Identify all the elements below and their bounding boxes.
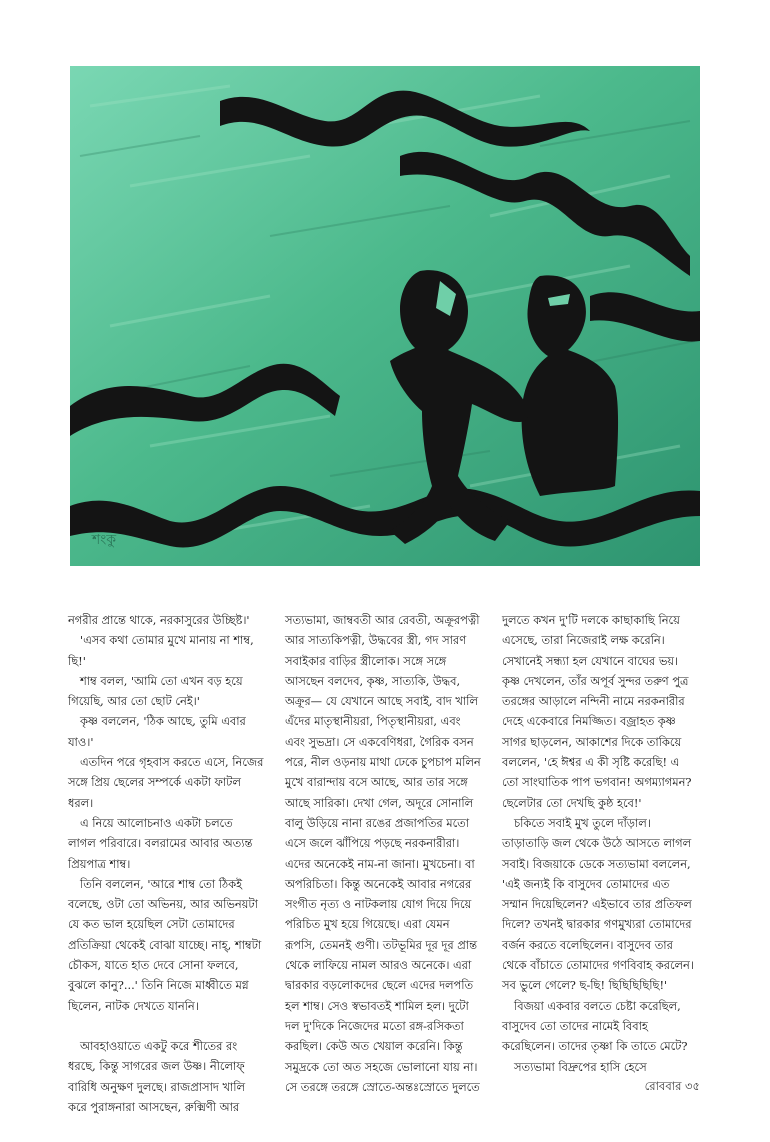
- story-illustration: [70, 66, 700, 566]
- paragraph: এ নিয়ে আলোচনাও একটা চলতে লাগল পরিবারে। বলরামের আবার অত্যন্ত প্রিয়পাত্র শাম্ব।: [68, 815, 253, 871]
- paragraph: নগরীর প্রান্তে থাকে, নরকাসুরের উচ্ছিষ্ট।': [68, 613, 250, 627]
- illustration-artwork: [70, 66, 700, 566]
- page-footer: রোববার ৩৫: [644, 1079, 700, 1093]
- paragraph: শাম্ব বলল, 'আমি তো এখন বড় হয়ে গিয়েছি, আর তো ছোট নেই।': [68, 673, 243, 709]
- paragraph: তিনি বললেন, 'আরে শাম্ব তো ঠিকই বলেছে, ওটা তো অভিনয়, আর অভিনয়টা যে কত ভাল হয়েছিল সেটা তোমাদের প্রতিক্রিয়া থেকেই বোঝা যাচ্ছে। নাহ্, শাম্বটা চৌকস, যাতে হাত দেবে সোনা ফলবে, বুঝলে কানু?...' তিনি নিজে মাধ্বীতে মগ্ন ছিলেন, নাটক দেখতে যাননি।: [68, 876, 262, 1013]
- paragraph: সত্যভামা বিদ্রুপের হাসি হেসে: [514, 1059, 647, 1074]
- paragraph: এতদিন পরে গৃহবাস করতে এসে, নিজের সঙ্গে প্রিয় ছেলের সম্পর্কে একটা ফাটল ধরল।: [68, 755, 264, 810]
- paragraph: বিজয়া একবার বলতে চেষ্টা করেছিল, বাসুদেব তো তাদের নামেই বিবাহ করেছিলেন। তাদের তৃষ্ণা কি তাতে মেটে?: [502, 998, 688, 1054]
- paragraph: চকিতে সবাই মুখ তুলে দাঁড়াল। তাড়াতাড়ি জল থেকে উঠে আসতে লাগল সবাই। বিজয়াকে ডেকে সত্যভামা বললেন, 'এই জন্যই কি বাসুদেব তোমাদের এত সম্মান দিয়েছিলেন? এইভাবে তার প্রতিফল দিলে? তখনই দ্বারকার গণমুখ্যরা তোমাদের বর্জন করতে বলেছিলেন। বাসুদেব তার থেকে বাঁচাতে তোমাদের গণবিবাহ করলেন। সব ভুলে গেলে? ছ-ছি! ছিছিছিছিছি!': [502, 815, 694, 993]
- paragraph: দুলতে কখন দু'টি দলকে কাছাকাছি নিয়ে এসেছে, তারা নিজেরাই লক্ষ করেনি। সেখানেই সন্ধ্যা হল যেখানে বাঘের ভয়। কৃষ্ণ দেখলেন, তাঁর অপূর্ব সুন্দর তরুণ পুত্র তরঙ্গের আড়ালে নন্দিনী নামে নরকনারীর দেহে একেবারে নিমজ্জিত। বজ্রাহত কৃষ্ণ সাগর ছাড়লেন, আকাশের দিকে তাকিয়ে বললেন, 'হে ঈশ্বর এ কী সৃষ্টি করেছি! এ তো সাংঘাতিক পাপ ভগবান! অগম্যাগমন? ছেলেটার তো দেখছি কুষ্ঠ হবে!': [502, 613, 692, 810]
- text-column-3: [502, 610, 698, 1077]
- paragraph: আবহাওয়াতে একটু করে শীতের রং ধরছে, কিন্তু সাগরের জল উষ্ণ। নীলোফ্ বারিধি অনুক্ষণ দুলছে। রাজপ্রাসাদ খালি করে পুরাঙ্গনারা আসছেন, রুক্মিণী আর: [68, 1038, 246, 1114]
- paragraph: 'এসব কথা তোমার মুখে মানায় না শাম্ব, ছি!': [68, 633, 254, 668]
- text-column-2: [285, 610, 481, 1097]
- paragraph: সত্যভামা, জাম্ববতী আর রেবতী, অক্রূরপত্নী আর সাত্যকিপত্নী, উদ্ধবের স্ত্রী, গদ সারণ সবাইকার বাড়ির স্ত্রীলোক। সঙ্গে সঙ্গে আসছেন বলদেব, কৃষ্ণ, সাত্যকি, উদ্ধব, অক্রূর— যে যেখানে আছে সবাই, বাদ খালি এঁদের মাতৃস্থানীয়রা, পিতৃস্থানীয়রা, এবং এবং সুভদ্রা। সে একবেণিধরা, গৈরিক বসন পরে, নীল ওড়নায় মাথা ঢেকে চুপচাপ মলিন মুখে বারান্দায় বসে আছে, আর তার সঙ্গে আছে সারিকা। দেখা গেল, অদূরে সোনালি বালু উড়িয়ে নানা রঙের প্রজাপতির মতো এসে জলে ঝাঁপিয়ে পড়ছে নরকনারীরা। এদের অনেকেই নাম-না জানা। মুখচেনা। বা অপরিচিতা। কিন্তু অনেকেই আবার নগরের সংগীত নৃত্য ও নাটকলায় যোগ দিয়ে দিয়ে পরিচিত মুখ হয়ে গিয়েছে। এরা যেমন রূপসি, তেমনই গুণী। তটভূমির দূর দূর প্রান্ত থেকে লাফিয়ে নামল আরও অনেকে। এরা দ্বারকার বড়লোকদের ছেলে এদের দলপতি হল শাম্ব। সেও স্বভাবতই শামিল হল। দুটো দল দু'দিকে নিজেদের মতো রঙ্গ-রসিকতা করছিল। কেউ অত খেয়াল করেনি। কিন্তু সমুদ্রকে তো অত সহজে ভোলানো যায় না। সে তরঙ্গে তরঙ্গে স্রোতে-অন্তঃস্রোতে দুলতে: [285, 613, 481, 1094]
- text-column-1: [68, 610, 264, 1117]
- artist-signature: শংকু: [92, 532, 117, 548]
- paragraph: কৃষ্ণ বললেন, 'ঠিক আছে, তুমি এবার যাও।': [68, 714, 246, 749]
